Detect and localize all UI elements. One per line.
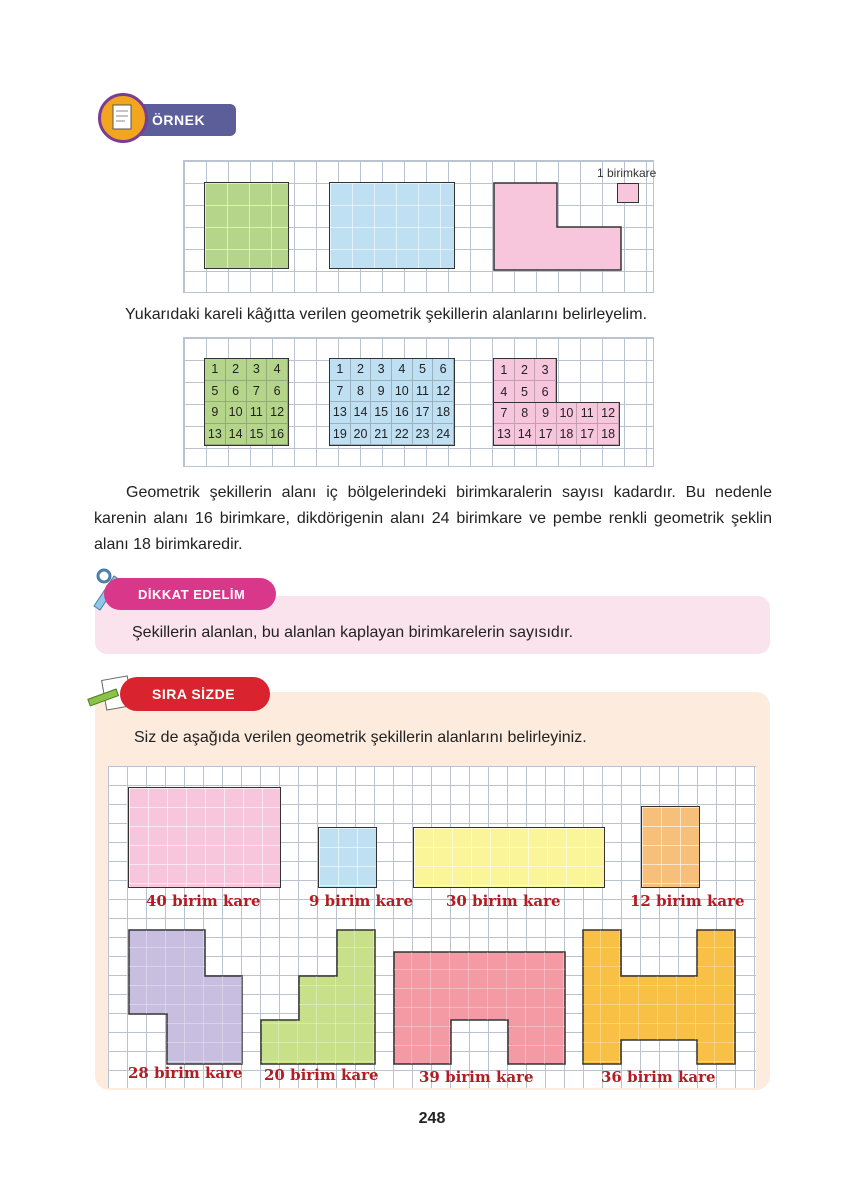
your-turn-badge — [120, 677, 270, 711]
example-badge-icon — [98, 93, 148, 143]
numbered-pink-top — [493, 358, 557, 403]
answer-5: 28 birim kare — [128, 1064, 243, 1082]
answer-6: 20 birim kare — [264, 1066, 379, 1084]
rect_numbers-cell: 12 — [433, 381, 454, 403]
attention-badge — [104, 578, 276, 610]
pink_bottom_numbers-cell: 10 — [557, 403, 578, 424]
exercise-salmon-shape — [393, 951, 568, 1069]
square_numbers-cell: 6 — [226, 381, 247, 403]
answer-3: 30 birim kare — [446, 892, 561, 910]
square_numbers-cell: 14 — [226, 424, 247, 446]
numbered-square — [204, 358, 289, 446]
square_numbers-cell: 6 — [267, 381, 288, 403]
green-square — [204, 182, 289, 269]
square_numbers-cell: 1 — [205, 359, 226, 381]
page-number: 248 — [418, 1110, 446, 1127]
attention-text: Şekillerin alanlan, bu alanlan kaplayan birimkarelerin sayısıdır. — [132, 624, 574, 641]
unit-square — [617, 183, 639, 203]
square_numbers-cell: 11 — [247, 402, 268, 424]
rect_numbers-cell: 7 — [330, 381, 351, 403]
pink_bottom_numbers-cell: 7 — [494, 403, 515, 424]
pink_bottom_numbers-cell: 18 — [598, 424, 619, 445]
rect_numbers-cell: 20 — [351, 424, 372, 446]
pink_bottom_numbers-cell: 14 — [515, 424, 536, 445]
square_numbers-cell: 2 — [226, 359, 247, 381]
rect_numbers-cell: 15 — [371, 402, 392, 424]
exercise-pink-rectangle — [128, 787, 281, 888]
rect_numbers-cell: 11 — [413, 381, 434, 403]
pink_bottom_numbers-cell: 12 — [598, 403, 619, 424]
pink_bottom_numbers-cell: 9 — [536, 403, 557, 424]
pink_top_numbers-cell: 1 — [494, 359, 515, 381]
pink_top_numbers-cell: 6 — [535, 381, 556, 403]
square_numbers-cell: 16 — [267, 424, 288, 446]
exercise-orange-rectangle — [641, 806, 700, 888]
answer-7: 39 birim kare — [419, 1068, 534, 1086]
pink-shape — [493, 182, 623, 272]
numbered-pink-bottom — [493, 402, 620, 446]
rect_numbers-cell: 19 — [330, 424, 351, 446]
rect_numbers-cell: 24 — [433, 424, 454, 446]
pink_top_numbers-cell: 5 — [515, 381, 536, 403]
exercise-blue-square — [318, 827, 377, 888]
pink_top_numbers-cell: 4 — [494, 381, 515, 403]
rect_numbers-cell: 9 — [371, 381, 392, 403]
pink_top_numbers-cell: 3 — [535, 359, 556, 381]
square_numbers-cell: 3 — [247, 359, 268, 381]
rect_numbers-cell: 4 — [392, 359, 413, 381]
rect_numbers-cell: 10 — [392, 381, 413, 403]
pink_bottom_numbers-cell: 11 — [577, 403, 598, 424]
answer-2: 9 birim kare — [309, 892, 414, 910]
pink_bottom_numbers-cell: 8 — [515, 403, 536, 424]
square_numbers-cell: 4 — [267, 359, 288, 381]
numbered-rectangle — [329, 358, 455, 446]
pink_bottom_numbers-cell: 18 — [557, 424, 578, 445]
exercise-green-shape — [260, 929, 380, 1069]
rect_numbers-cell: 21 — [371, 424, 392, 446]
pink_bottom_numbers-cell: 17 — [536, 424, 557, 445]
rect_numbers-cell: 6 — [433, 359, 454, 381]
square_numbers-cell: 10 — [226, 402, 247, 424]
square_numbers-cell: 5 — [205, 381, 226, 403]
your-turn-instruction: Siz de aşağıda verilen geometrik şekillerin alanlarını belirleyiniz. — [134, 729, 587, 746]
square_numbers-cell: 15 — [247, 424, 268, 446]
unit-label: 1 birimkare — [597, 166, 657, 180]
rect_numbers-cell: 22 — [392, 424, 413, 446]
rect_numbers-cell: 3 — [371, 359, 392, 381]
rect_numbers-cell: 23 — [413, 424, 434, 446]
attention-badge-label: DİKKAT EDELİM — [138, 586, 246, 602]
rect_numbers-cell: 13 — [330, 402, 351, 424]
pink_bottom_numbers-cell: 13 — [494, 424, 515, 445]
square_numbers-cell: 12 — [267, 402, 288, 424]
answer-4: 12 birim kare — [630, 892, 745, 910]
example-explanation: Geometrik şekillerin alanı iç bölgelerindeki birimkaralerin sayısı kadardır. Bu nedenle karenin alanı 16 birimkare, dikdörigenin alanı 24 birimkare ve pembe renkli geometrik şeklin alanı 18 birimkaredir. — [94, 484, 772, 553]
rect_numbers-cell: 2 — [351, 359, 372, 381]
exercise-amber-h-shape — [582, 929, 738, 1069]
answer-8: 36 birim kare — [601, 1068, 716, 1086]
exercise-yellow-rectangle — [413, 827, 605, 888]
square_numbers-cell: 13 — [205, 424, 226, 446]
rect_numbers-cell: 8 — [351, 381, 372, 403]
blue-rectangle — [329, 182, 455, 269]
rect_numbers-cell: 16 — [392, 402, 413, 424]
example-badge-label: ÖRNEK — [152, 112, 206, 128]
exercise-lavender-shape — [128, 929, 248, 1069]
example-intro: Yukarıdaki kareli kâğıtta verilen geometrik şekillerin alanlarını belirleyelim. — [125, 306, 648, 323]
your-turn-badge-label: SIRA SİZDE — [152, 686, 236, 702]
rect_numbers-cell: 18 — [433, 402, 454, 424]
pink_top_numbers-cell: 2 — [515, 359, 536, 381]
rect_numbers-cell: 5 — [413, 359, 434, 381]
answer-1: 40 birim kare — [146, 892, 261, 910]
square_numbers-cell: 7 — [247, 381, 268, 403]
rect_numbers-cell: 14 — [351, 402, 372, 424]
rect_numbers-cell: 17 — [413, 402, 434, 424]
rect_numbers-cell: 1 — [330, 359, 351, 381]
square_numbers-cell: 9 — [205, 402, 226, 424]
pink_bottom_numbers-cell: 17 — [577, 424, 598, 445]
